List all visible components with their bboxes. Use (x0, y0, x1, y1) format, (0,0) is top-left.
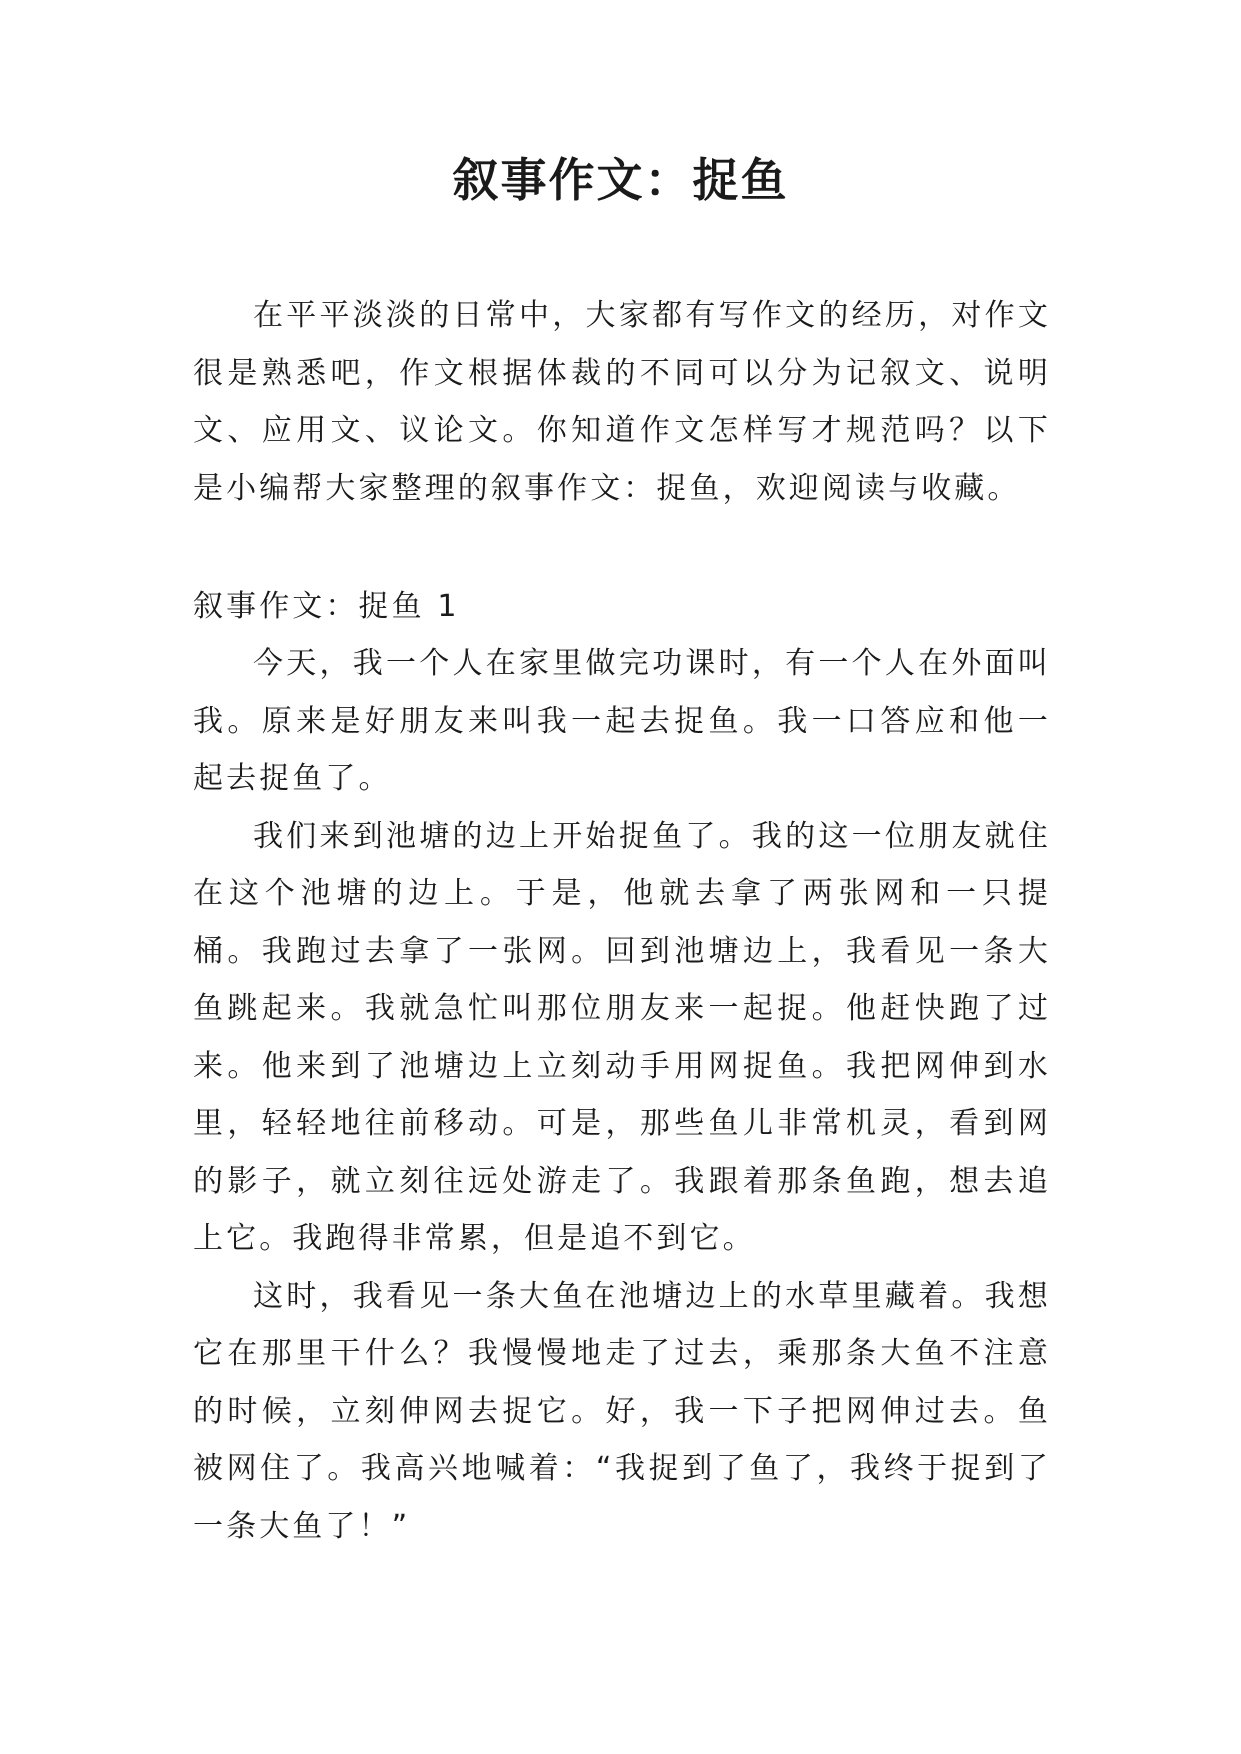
intro-block (193, 287, 1051, 517)
intro-paragraph: 在平平淡淡的日常中，大家都有写作文的经历，对作文很是熟悉吧，作文根据体裁的不同可以分为记叙文、说明文、应用文、议论文。你知道作文怎样写才规范吗？以下是小编帮大家整理的叙事作文：捉鱼，欢迎阅读与收藏。 (193, 298, 1051, 506)
essay-body (193, 635, 1051, 1555)
document-title: 叙事作文：捉鱼 (452, 153, 789, 207)
essay-paragraph-3: 这时，我看见一条大鱼在池塘边上的水草里藏着。我想它在那里干什么？我慢慢地走了过去，乘那条大鱼不注意的时候，立刻伸网去捉它。好，我一下子把网伸过去。鱼被网住了。我高兴地喊着：“我捉到了鱼了，我终于捉到了一条大鱼了！” (193, 1278, 1051, 1544)
essay-paragraph-2: 我们来到池塘的边上开始捉鱼了。我的这一位朋友就住在这个池塘的边上。于是，他就去拿了两张网和一只提桶。我跑过去拿了一张网。回到池塘边上，我看见一条大鱼跳起来。我就急忙叫那位朋友来一起捉。他赶快跑了过来。他来到了池塘边上立刻动手用网捉鱼。我把网伸到水里，轻轻地往前移动。可是，那些鱼儿非常机灵，看到网的影子，就立刻往远处游走了。我跟着那条鱼跑，想去追上它。我跑得非常累，但是追不到它。 (193, 818, 1051, 1256)
section-heading: 叙事作文：捉鱼 1 (193, 589, 460, 624)
essay-paragraph-1: 今天，我一个人在家里做完功课时，有一个人在外面叫我。原来是好朋友来叫我一起去捉鱼。我一口答应和他一起去捉鱼了。 (193, 646, 1051, 796)
